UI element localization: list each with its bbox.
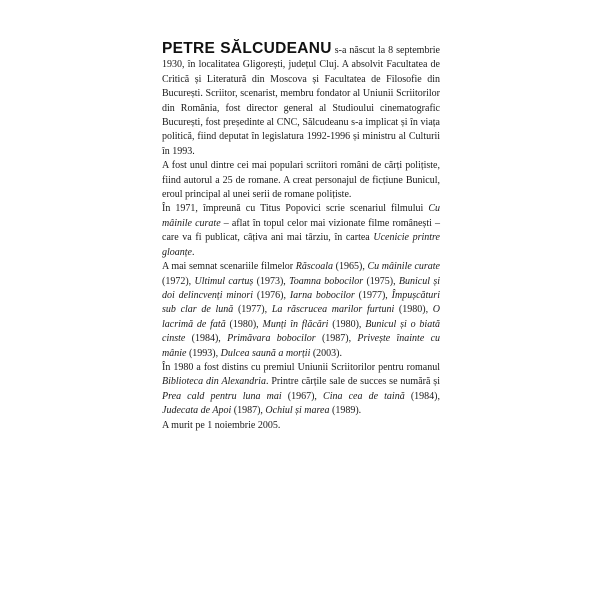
body-text: (1980), <box>394 304 433 316</box>
body-text: (1987), <box>315 333 358 345</box>
body-text: (1977), <box>354 289 392 301</box>
body-text: (1984), <box>185 333 228 345</box>
bio-paragraph <box>162 361 440 419</box>
title-text: Cu mâinile curate <box>162 203 440 229</box>
body-text: (1965), <box>333 261 368 273</box>
title-text: Judecata de Apoi <box>162 405 232 417</box>
title-text: Munți în flăcări <box>262 318 329 330</box>
title-text: La răscrucea marilor furtuni <box>271 304 395 316</box>
body-text: – aflat în topul celor mai vizionate filme românești – care va fi publicat, câțiva ani mai târziu, în cartea <box>162 217 440 244</box>
body-text: În 1971, împreună cu Titus Popovici scrie scenariul filmului <box>162 203 429 215</box>
title-text: Ultimul cartuș <box>194 275 254 287</box>
title-text: Primăvara bobocilor <box>227 333 316 345</box>
title-text: Biblioteca din Alexandria <box>162 376 266 388</box>
bio-paragraph <box>162 260 440 361</box>
body-text: (1980), <box>225 318 263 330</box>
body-text: (1980), <box>328 318 366 330</box>
body-text: s-a născut la 8 septembrie 1930, în localitatea Gligorești, județul Cluj. A absolvit Facultatea de Critică și Literatură din Moscova și Facultatea de Filosofie din București. Scriitor, scenarist, membru fondator al Uniunii Scriitorilor din România, fost director general al Studioului cinematografic București, fost președinte al CNC, Sălcudeanu s-a implicat și în viața politică, fiind deputat în legislatura 1992-1996 și ministru al Culturii în 1993. <box>162 45 440 157</box>
title-text: Dulcea saună a morții <box>220 347 311 359</box>
body-text: A murit pe 1 noiembrie 2005. <box>162 419 281 431</box>
body-text: (1973), <box>253 275 290 287</box>
bio-page <box>162 42 440 433</box>
title-text: Ochiul și marea <box>265 405 330 417</box>
body-text: (1967), <box>281 390 324 402</box>
body-text: (1989). <box>329 405 362 417</box>
body-text: . Printre cărțile sale de succes se numără și <box>265 376 440 388</box>
body-text: (1972), <box>162 275 195 287</box>
bio-paragraph <box>162 202 440 260</box>
bio-paragraph <box>162 159 440 202</box>
bio-paragraph <box>162 419 440 433</box>
body-text: A mai semnat scenariile filmelor <box>162 261 296 273</box>
title-text: Răscoala <box>295 261 333 273</box>
title-text: Toamna bobocilor <box>289 275 364 287</box>
body-text: (1987), <box>231 405 266 417</box>
title-text: Iarna bobocilor <box>289 289 355 301</box>
body-text: (1975), <box>363 275 399 287</box>
title-text: Bunicul și doi delincvenți minori <box>162 275 440 301</box>
title-text: Bunicul și o biată cinste <box>162 318 440 345</box>
body-text: (1984), <box>404 390 440 402</box>
body-text: (1977), <box>233 304 272 316</box>
title-text: Împușcături sub clar de lună <box>162 289 440 316</box>
author-name: PETRE SĂLCUDEANU <box>162 40 332 57</box>
title-text: Cina cea de taină <box>323 390 405 402</box>
body-text: (1993), <box>186 347 221 359</box>
title-text: Prea cald pentru luna mai <box>162 390 282 402</box>
title-text: O lacrimă de fată <box>162 304 441 330</box>
title-text: Ucenicie printre gloanțe <box>162 232 440 258</box>
body-text: (2003). <box>310 347 343 359</box>
body-text: În 1980 a fost distins cu premiul Uniunii Scriitorilor pentru romanul <box>162 361 440 373</box>
title-text: Cu mâinile curate <box>367 261 440 273</box>
title-text: Privește înainte cu mânie <box>162 333 441 359</box>
body-text: . <box>192 246 195 258</box>
body-text: A fost unul dintre cei mai populari scriitori români de cărți polițiste, fiind autorul a 25 de romane. A creat personajul de ficțiune Bunicul, eroul principal al unei serii de romane polițiste. <box>162 160 440 201</box>
body-text: (1976), <box>253 289 290 301</box>
bio-paragraph <box>162 42 440 159</box>
